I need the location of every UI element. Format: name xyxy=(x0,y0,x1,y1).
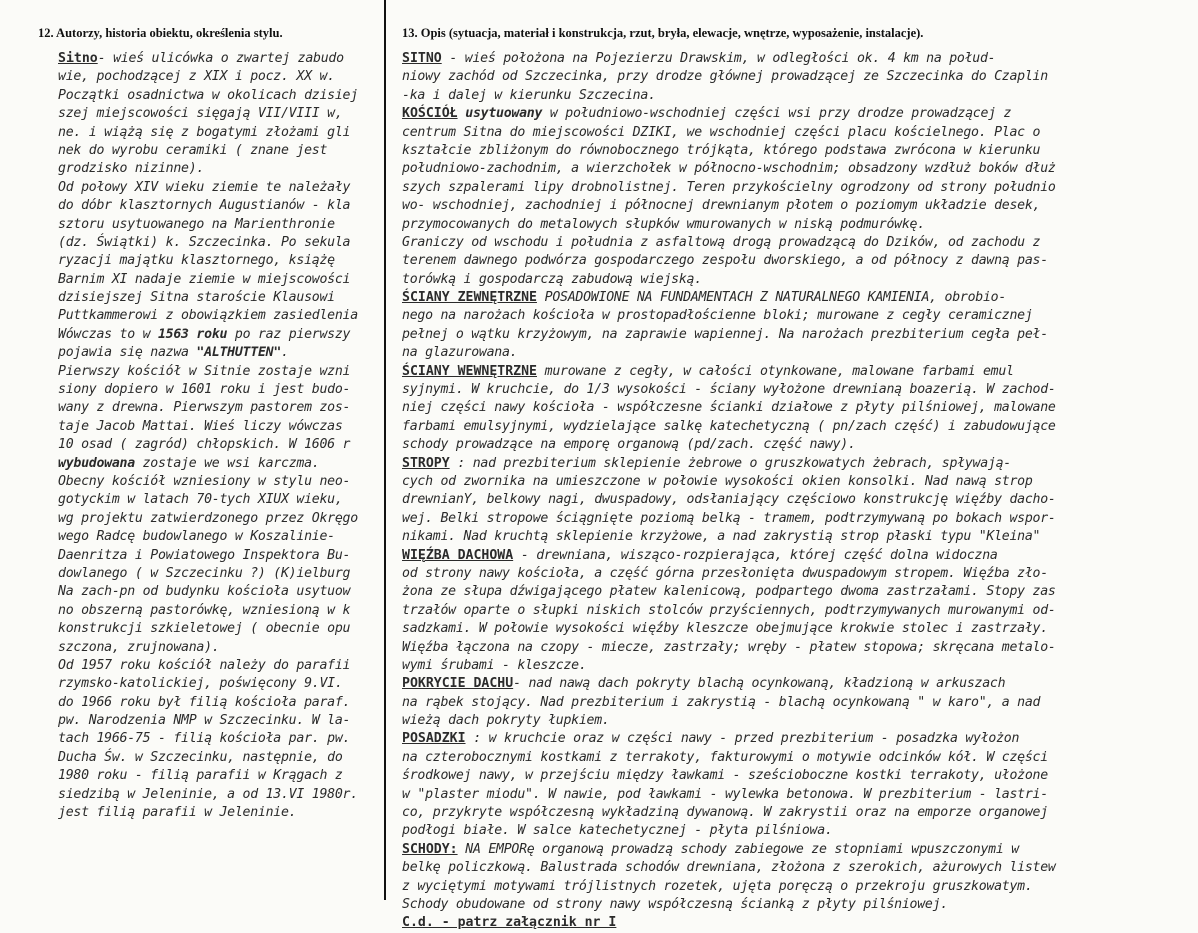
text-run: niej części nawy kościoła - współczesne ścianki działowe z płyty pilśniowej, malowane xyxy=(402,400,1056,416)
text-run: terenem dawnego podwórza gospodarczego zespołu dworskiego, a od północy z dawną pas- xyxy=(402,253,1048,269)
text-run: torówką i gospodarczą zabudową wiejską. xyxy=(402,271,702,287)
text-run: centrum Sitna do miejscowości DZIKI, we wschodniej części placu kościelnego. Plac o xyxy=(402,124,1041,140)
text-run: Pierwszy kościół w Sitnie zostaje wzni xyxy=(58,363,351,379)
history-line xyxy=(58,363,384,381)
history-line xyxy=(58,528,384,546)
text-run: wany z drewna. Pierwszym pastorem zos- xyxy=(58,400,351,416)
text-run: ne. i wiążą się z bogatymi złożami gli xyxy=(58,124,351,140)
section-heading: POKRYCIE DACHU xyxy=(402,676,514,692)
text-run: nek do wyrobu ceramiki ( znane jest xyxy=(58,142,328,158)
history-line xyxy=(58,491,384,509)
text-run: "ALTHUTTEN" xyxy=(196,345,282,361)
description-line xyxy=(402,694,1192,712)
description-line xyxy=(402,68,1192,86)
text-run: cych od zwornika na umieszczone w połowie wysokości okien konsolki. Nad nawą strop xyxy=(402,473,1033,489)
history-line xyxy=(58,583,384,601)
text-run: Graniczy od wschodu i południa z asfaltową drogą prowadzącą do Dzików, od zachodu z xyxy=(402,234,1041,250)
text-run: Barnim XI nadaje ziemie w miejscowości xyxy=(58,271,351,287)
description-line xyxy=(402,436,1192,454)
history-line xyxy=(58,68,384,86)
text-run: szej miejscowości sięgają VII/VIII w, xyxy=(58,106,343,122)
description-line xyxy=(402,878,1192,896)
text-run: - wieś położona na Pojezierzu Drawskim, w odległości ok. 4 km na połud- xyxy=(441,51,996,66)
history-line xyxy=(58,216,384,234)
history-line xyxy=(58,399,384,417)
column-divider xyxy=(384,0,386,900)
history-line xyxy=(58,234,384,252)
description-line xyxy=(402,418,1192,436)
text-run: taje Jacob Mattai. Wieś liczy wówczas xyxy=(58,418,343,434)
text-run: przymocowanych do metalowych słupków wmurowanych w niską podmurówkę. xyxy=(402,216,925,232)
text-run: usytuowany xyxy=(465,106,543,122)
text-run: drewnianY, belkowy nagi, dwuspadowy, odsłaniający częściowo konstrukcję więźby dacho- xyxy=(402,492,1056,508)
history-line xyxy=(58,620,384,638)
text-run: (dz. Świątki) k. Szczecinka. Po sekula xyxy=(58,234,351,250)
text-run: na czterobocznymi kostkami z terrakoty, fakturowymi o motywie odcinków kół. W części xyxy=(402,749,1048,765)
text-run: . xyxy=(281,345,289,361)
section-heading: POSADZKI xyxy=(402,731,466,747)
text-run: Obecny kościół wzniesiony w stylu neo- xyxy=(58,473,351,489)
description-line xyxy=(402,252,1192,270)
history-line xyxy=(58,271,384,289)
text-run: syjnymi. W kruchcie, do 1/3 wysokości - ściany wyłożone drewnianą boazerią. W zachod- xyxy=(402,382,1056,398)
history-line xyxy=(58,142,384,160)
history-line xyxy=(58,804,384,822)
text-run: Ducha Św. w Szczecinku, następnie, do xyxy=(58,749,343,765)
text-run: - wieś ulicówka o zwartej zabudo xyxy=(97,51,344,66)
text-run: 1980 roku - filią parafii w Krągach z xyxy=(58,768,343,784)
text-run: pw. Narodzenia NMP w Szczecinku. W la- xyxy=(58,713,351,729)
text-run: południowo-zachodnim, a wierzchołek w północno-wschodnim; obsadzony wzdłuż boków dłuż xyxy=(402,161,1056,177)
text-run: sadzkami. W połowie wysokości więźby kleszcze obejmujące krokwie stolec i zastrzały. xyxy=(402,621,1048,637)
text-run: gotyckim w latach 70-tych XIUX wieku, xyxy=(58,492,343,508)
history-line xyxy=(58,510,384,528)
history-line xyxy=(58,473,384,491)
section-heading: KOŚCIÓŁ xyxy=(402,106,458,122)
text-run: - drewniana, wisząco-rozpierająca, której część dolna widoczna xyxy=(513,547,998,563)
description-line xyxy=(402,363,1192,381)
history-line xyxy=(58,749,384,767)
history-line xyxy=(58,767,384,785)
history-line xyxy=(58,124,384,142)
text-run: wieżą dach pokryty łupkiem. xyxy=(402,713,610,729)
text-run: pojawia się nazwa xyxy=(58,345,197,361)
text-run: konstrukcji szkieletowej ( obecnie opu xyxy=(58,621,351,637)
left-column-header: 12. Autorzy, historia obiektu, określenia stylu. xyxy=(38,26,283,40)
description-line xyxy=(402,602,1192,620)
description-line xyxy=(402,859,1192,877)
text-run: do dóbr klasztornych Augustianów - kla xyxy=(58,198,351,214)
history-line xyxy=(58,87,384,105)
text-run: Daenritza i Powiatowego Inspektora Bu- xyxy=(58,547,351,563)
description-line xyxy=(402,105,1192,123)
text-run: wymi śrubami - kleszcze. xyxy=(402,657,587,673)
section-heading: WIĘŹBA DACHOWA xyxy=(402,547,514,563)
text-run: wo- wschodniej, zachodniej i północnej drewnianym płotem o poziomym układzie desek, xyxy=(402,198,1041,214)
description-line xyxy=(402,749,1192,767)
section-heading: ŚCIANY ZEWNĘTRZNE xyxy=(402,290,537,306)
description-line xyxy=(402,712,1192,730)
description-line xyxy=(402,160,1192,178)
text-run: NA EMPORę organową prowadzą schody zabiegowe ze stopniami wpuszczonymi w xyxy=(457,841,1019,857)
text-run: po raz pierwszy xyxy=(227,326,351,342)
history-line xyxy=(58,436,384,454)
description-line xyxy=(402,124,1192,142)
text-run: na glazurowana. xyxy=(402,345,518,361)
description-line xyxy=(402,657,1192,675)
text-run: grodzisko nizinne). xyxy=(58,161,205,177)
text-run: w południowo-wschodniej części wsi przy drodze prowadzącej z xyxy=(542,106,1012,122)
description-line xyxy=(402,620,1192,638)
text-run: tach 1966-75 - filią kościoła par. pw. xyxy=(58,731,351,747)
text-run: z wyciętymi motywami trójlistnych rozetek, ujęta poręczą o przekroju gruszkowatym. xyxy=(402,878,1033,894)
text-run: dowlanego ( w Szczecinku ?) (K)ielburg xyxy=(58,565,351,581)
description-line xyxy=(402,510,1192,528)
text-run: Więźba łączona na czopy - miecze, zastrzały; wręby - płatew stopowa; skręcana metalo- xyxy=(402,639,1056,655)
history-line xyxy=(58,565,384,583)
history-line xyxy=(58,160,384,178)
description-line xyxy=(402,730,1192,748)
right-column-header: 13. Opis (sytuacja, materiał i konstrukcja, rzut, bryła, elewacje, wnętrze, wyposażenie, instalacje). xyxy=(402,26,924,40)
text-run: 10 osad ( zagród) chłopskich. W 1606 r xyxy=(58,437,351,453)
text-run: belkę policzkową. Balustrada schodów drewniana, złożona z szerokich, ażurowych listew xyxy=(402,860,1056,876)
text-run: niowy zachód od Szczecinka, przy drodze głównej prowadzącej ze Szczecinka do Czaplin xyxy=(402,69,1048,85)
text-run: wybudowana xyxy=(58,455,135,471)
text-run: żona ze słupa dźwigającego płatew kalenicową, podpartego dwoma zastrzałami. Stopy zas xyxy=(402,584,1056,600)
description-line xyxy=(402,547,1192,565)
text-run: : nad prezbiterium sklepienie żebrowe o gruszkowatych żebrach, spływają- xyxy=(449,455,1011,471)
text-run: farbami emulsyjnymi, wydzielające salkę katechetyczną ( pn/zach część) i zabudowujące xyxy=(402,418,1056,434)
description-line xyxy=(402,234,1192,252)
text-run: siony dopiero w 1601 roku i jest budo- xyxy=(58,382,351,398)
description-line xyxy=(402,381,1192,399)
description-line xyxy=(402,326,1192,344)
description-line xyxy=(402,179,1192,197)
history-line xyxy=(58,730,384,748)
section-heading: C.d. - patrz załącznik nr I xyxy=(402,915,617,931)
description-line xyxy=(402,675,1192,693)
description-line xyxy=(402,289,1192,307)
section-heading: STROPY xyxy=(402,455,450,471)
text-run: zostaje we wsi karczma. xyxy=(134,455,320,471)
description-line xyxy=(402,197,1192,215)
text-run: Od połowy XIV wieku ziemie te należały xyxy=(58,179,351,195)
text-run: Puttkammerowi z obowiązkiem zasiedlenia xyxy=(58,308,358,324)
history-line xyxy=(58,675,384,693)
history-line xyxy=(58,712,384,730)
history-line xyxy=(58,326,384,344)
history-line xyxy=(58,694,384,712)
text-run: szczona, zrujnowana). xyxy=(58,639,220,655)
text-run: Początki osadnictwa w okolicach dzisiej xyxy=(58,87,358,103)
history-line xyxy=(58,289,384,307)
text-run: kształcie zbliżonym do równobocznego trójkąta, którego podstawa zwrócona w kierunku xyxy=(402,142,1041,158)
text-run: nego na narożach kościoła w prostopadłościenne bloki; murowane z cegły ceramicznej xyxy=(402,308,1033,324)
text-run: pełnej o wątku krzyżowym, na zaprawie wapiennej. Na narożach prezbiterium cegła peł- xyxy=(402,326,1048,342)
description-line xyxy=(402,216,1192,234)
history-line xyxy=(58,344,384,362)
text-run: dzisiejszej Sitna staroście Klausowi xyxy=(58,290,335,306)
text-run: trzałów oparte o słupki niskich stolców przyściennych, podtrzymywanych murowanymi od- xyxy=(402,602,1056,618)
section-heading: Sitno xyxy=(58,51,98,66)
text-run: podłogi białe. W salce katechetycznej - płyta pilśniowa. xyxy=(402,823,833,839)
history-line xyxy=(58,307,384,325)
text-run: : w kruchcie oraz w części nawy - przed prezbiterium - posadzka wyłożon xyxy=(465,731,1020,747)
description-line xyxy=(402,87,1192,105)
text-run: rzymsko-katolickiej, poświęcony 9.VI. xyxy=(58,676,343,692)
section-heading: SITNO xyxy=(402,51,442,66)
text-run: wej. Belki stropowe ściągnięte poziomą belką - tramem, podtrzymywaną po bokach wspor- xyxy=(402,510,1056,526)
text-run: co, przykryte współczesną wykładziną dywanową. W zakrystii oraz na emporze organowej xyxy=(402,805,1048,821)
description-line xyxy=(402,491,1192,509)
text-run: na rąbek stojący. Nad prezbiterium i zakrystią - blachą ocynkowaną " w karo", a nad xyxy=(402,694,1041,710)
history-line xyxy=(58,639,384,657)
description-line xyxy=(402,473,1192,491)
text-run: siedzibą w Jeleninie, a od 13.VI 1980r. xyxy=(58,786,358,802)
text-run: -ka i dalej w kierunku Szczecina. xyxy=(402,87,656,103)
description-line xyxy=(402,767,1192,785)
description-line xyxy=(402,307,1192,325)
history-line xyxy=(58,657,384,675)
text-run: sztoru usytuowanego na Marienthronie xyxy=(58,216,335,232)
history-line xyxy=(58,50,384,68)
description-line xyxy=(402,399,1192,417)
text-run: Wówczas to w xyxy=(58,326,158,342)
description-line xyxy=(402,914,1192,932)
history-line xyxy=(58,381,384,399)
description-line xyxy=(402,822,1192,840)
text-run: - nad nawą dach pokryty blachą ocynkowaną, kładzioną w arkuszach xyxy=(513,676,1006,692)
history-line xyxy=(58,786,384,804)
description-line xyxy=(402,50,1192,68)
description-line xyxy=(402,455,1192,473)
text-run: murowane z cegły, w całości otynkowane, malowane farbami emul xyxy=(536,363,1014,379)
text-run: Na zach-pn od budynku kościoła usytuow xyxy=(58,584,351,600)
text-run: szych szpalerami lipy drobnolistnej. Teren przykościelny ogrodzony od strony południo xyxy=(402,179,1056,195)
description-line xyxy=(402,804,1192,822)
text-run: do 1966 roku był filią kościoła paraf. xyxy=(58,694,351,710)
text-run: Schody obudowane od strony nawy współczesną ścianką z płyty pilśniowej. xyxy=(402,896,948,912)
section-heading: ŚCIANY WEWNĘTRZNE xyxy=(402,363,537,379)
history-line xyxy=(58,602,384,620)
history-line xyxy=(58,418,384,436)
description-text-column xyxy=(402,50,1192,933)
history-line xyxy=(58,179,384,197)
text-run: wg projektu zatwierdzonego przez Okręgo xyxy=(58,510,358,526)
text-run: 1563 roku xyxy=(157,326,228,342)
description-line xyxy=(402,896,1192,914)
description-line xyxy=(402,565,1192,583)
description-line xyxy=(402,271,1192,289)
text-run: w "plaster miodu". W nawie, pod ławkami - wylewka betonowa. W prezbiterium - lastri- xyxy=(402,786,1048,802)
description-line xyxy=(402,583,1192,601)
text-run: no obszerną pastorówkę, wzniesioną w k xyxy=(58,602,351,618)
history-line xyxy=(58,105,384,123)
text-run: POSADOWIONE NA FUNDAMENTACH Z NATURALNEGO KAMIENIA, obrobio- xyxy=(536,290,1007,306)
history-text-column xyxy=(58,50,384,822)
text-run: Od 1957 roku kościół należy do parafii xyxy=(58,657,351,673)
text-run: wie, pochodzącej z XIX i pocz. XX w. xyxy=(58,69,335,85)
description-line xyxy=(402,528,1192,546)
text-run: środkowej nawy, w przejściu między ławkami - sześcioboczne kostki terrakoty, ułożone xyxy=(402,768,1048,784)
description-line xyxy=(402,786,1192,804)
text-run: ryzacji majątku klasztornego, książę xyxy=(58,253,335,269)
description-line xyxy=(402,639,1192,657)
description-line xyxy=(402,344,1192,362)
history-line xyxy=(58,547,384,565)
description-line xyxy=(402,142,1192,160)
history-line xyxy=(58,252,384,270)
history-line xyxy=(58,455,384,473)
text-run: od strony nawy kościoła, a część górna przesłonięta dwuspadowym stropem. Więźba zło- xyxy=(402,565,1048,581)
text-run: nikami. Nad kruchtą sklepienie krzyżowe, a nad zakrystią strop płaski typu "Kleina" xyxy=(402,529,1041,545)
text-run: schody prowadzące na emporę organową (pd/zach. część nawy). xyxy=(402,437,856,453)
description-line xyxy=(402,841,1192,859)
history-line xyxy=(58,197,384,215)
section-heading: SCHODY: xyxy=(402,841,458,857)
text-run: wego Radcę budowlanego w Koszalinie- xyxy=(58,529,335,545)
text-run: jest filią parafii w Jeleninie. xyxy=(58,805,297,821)
